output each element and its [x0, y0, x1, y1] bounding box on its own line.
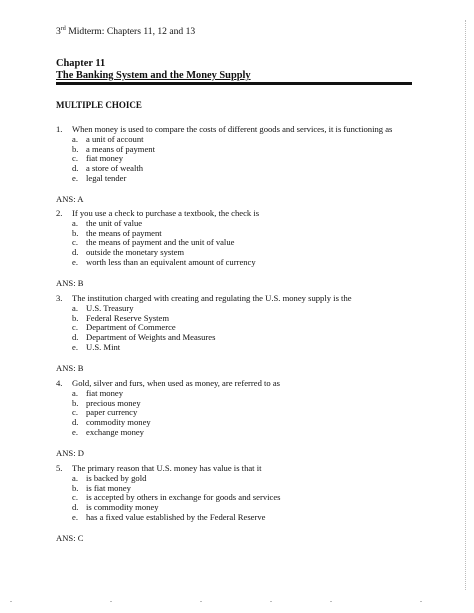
- option-letter: e.: [72, 511, 78, 522]
- question-4: [56, 379, 416, 459]
- option-letter: c.: [72, 322, 78, 333]
- option-text: the means of payment: [86, 227, 162, 238]
- answer-option: [56, 343, 416, 353]
- option-text: Department of Weights and Measures: [86, 332, 216, 343]
- option-text: is fiat money: [86, 482, 131, 493]
- option-text: worth less than an equivalent amount of currency: [86, 256, 256, 267]
- option-letter: d.: [72, 502, 79, 513]
- header-text: Midterm: Chapters 11, 12 and 13: [65, 26, 196, 37]
- option-letter: b.: [72, 312, 79, 323]
- option-text: exchange money: [86, 426, 144, 437]
- option-text: U.S. Treasury: [86, 302, 134, 313]
- option-text: outside the monetary system: [86, 247, 185, 258]
- answer-key: ANS: B: [56, 277, 84, 288]
- question-text: When money is used to compare the costs of different goods and services, it is functioning as: [72, 124, 393, 134]
- option-text: fiat money: [86, 153, 123, 164]
- option-letter: a.: [72, 387, 78, 398]
- option-letter: d.: [72, 417, 79, 428]
- question-text: Gold, silver and furs, when used as money, are referred to as: [72, 378, 281, 388]
- option-letter: d.: [72, 163, 79, 174]
- question-text: The primary reason that U.S. money has value is that it: [72, 463, 262, 473]
- scan-specks: [0, 601, 474, 607]
- question-number: 3.: [56, 293, 63, 303]
- answer-option: [56, 428, 416, 438]
- option-text: paper currency: [86, 407, 138, 418]
- option-text: U.S. Mint: [86, 341, 121, 352]
- option-text: is backed by gold: [86, 472, 147, 483]
- question-5: [56, 464, 416, 544]
- option-text: is accepted by others in exchange for goods and services: [86, 492, 281, 503]
- option-letter: a.: [72, 133, 78, 144]
- option-letter: a.: [72, 302, 78, 313]
- option-text: a unit of account: [86, 133, 144, 144]
- option-text: a store of wealth: [86, 163, 144, 174]
- question-number: 1.: [56, 124, 63, 134]
- option-letter: e.: [72, 341, 78, 352]
- option-letter: b.: [72, 143, 79, 154]
- option-letter: c.: [72, 153, 78, 164]
- question-3: [56, 294, 416, 374]
- option-text: legal tender: [86, 172, 127, 183]
- answer-option: [56, 174, 416, 184]
- question-text: If you use a check to purchase a textbook, the check is: [72, 208, 260, 218]
- chapter-title: The Banking System and the Money Supply: [56, 70, 251, 81]
- header-ordinal: rd: [60, 25, 66, 32]
- chapter-heading: Chapter 11: [56, 58, 106, 69]
- option-letter: a.: [72, 217, 78, 228]
- option-text: fiat money: [86, 387, 123, 398]
- option-text: commodity money: [86, 417, 151, 428]
- option-text: a means of payment: [86, 143, 155, 154]
- option-text: the means of payment and the unit of value: [86, 237, 235, 248]
- option-letter: e.: [72, 426, 78, 437]
- option-letter: b.: [72, 227, 79, 238]
- option-letter: d.: [72, 332, 79, 343]
- question-2: [56, 209, 416, 289]
- option-text: the unit of value: [86, 217, 143, 228]
- question-text: The institution charged with creating and regulating the U.S. money supply is the: [72, 293, 352, 303]
- option-letter: c.: [72, 237, 78, 248]
- section-heading: MULTIPLE CHOICE: [56, 100, 142, 110]
- option-letter: c.: [72, 492, 78, 503]
- option-text: is commodity money: [86, 502, 159, 513]
- option-letter: b.: [72, 482, 79, 493]
- option-letter: e.: [72, 256, 78, 267]
- answer-key: ANS: D: [56, 447, 84, 458]
- scan-edge: [464, 20, 466, 590]
- heading-rule: [56, 82, 412, 85]
- option-letter: d.: [72, 247, 79, 258]
- answer-key: ANS: B: [56, 362, 84, 373]
- answer-option: [56, 258, 416, 268]
- question-number: 2.: [56, 208, 63, 218]
- answer-key: ANS: C: [56, 532, 84, 543]
- option-letter: a.: [72, 472, 78, 483]
- question-1: [56, 125, 416, 205]
- header-number: 3: [56, 26, 61, 37]
- question-number: 5.: [56, 463, 63, 473]
- option-text: has a fixed value established by the Federal Reserve: [86, 511, 266, 522]
- option-letter: c.: [72, 407, 78, 418]
- option-text: Department of Commerce: [86, 322, 176, 333]
- answer-option: [56, 513, 416, 523]
- option-text: Federal Reserve System: [86, 312, 170, 323]
- page-header: [56, 26, 195, 37]
- option-text: precious money: [86, 397, 141, 408]
- option-letter: e.: [72, 172, 78, 183]
- option-letter: b.: [72, 397, 79, 408]
- question-number: 4.: [56, 378, 63, 388]
- answer-key: ANS: A: [56, 193, 84, 204]
